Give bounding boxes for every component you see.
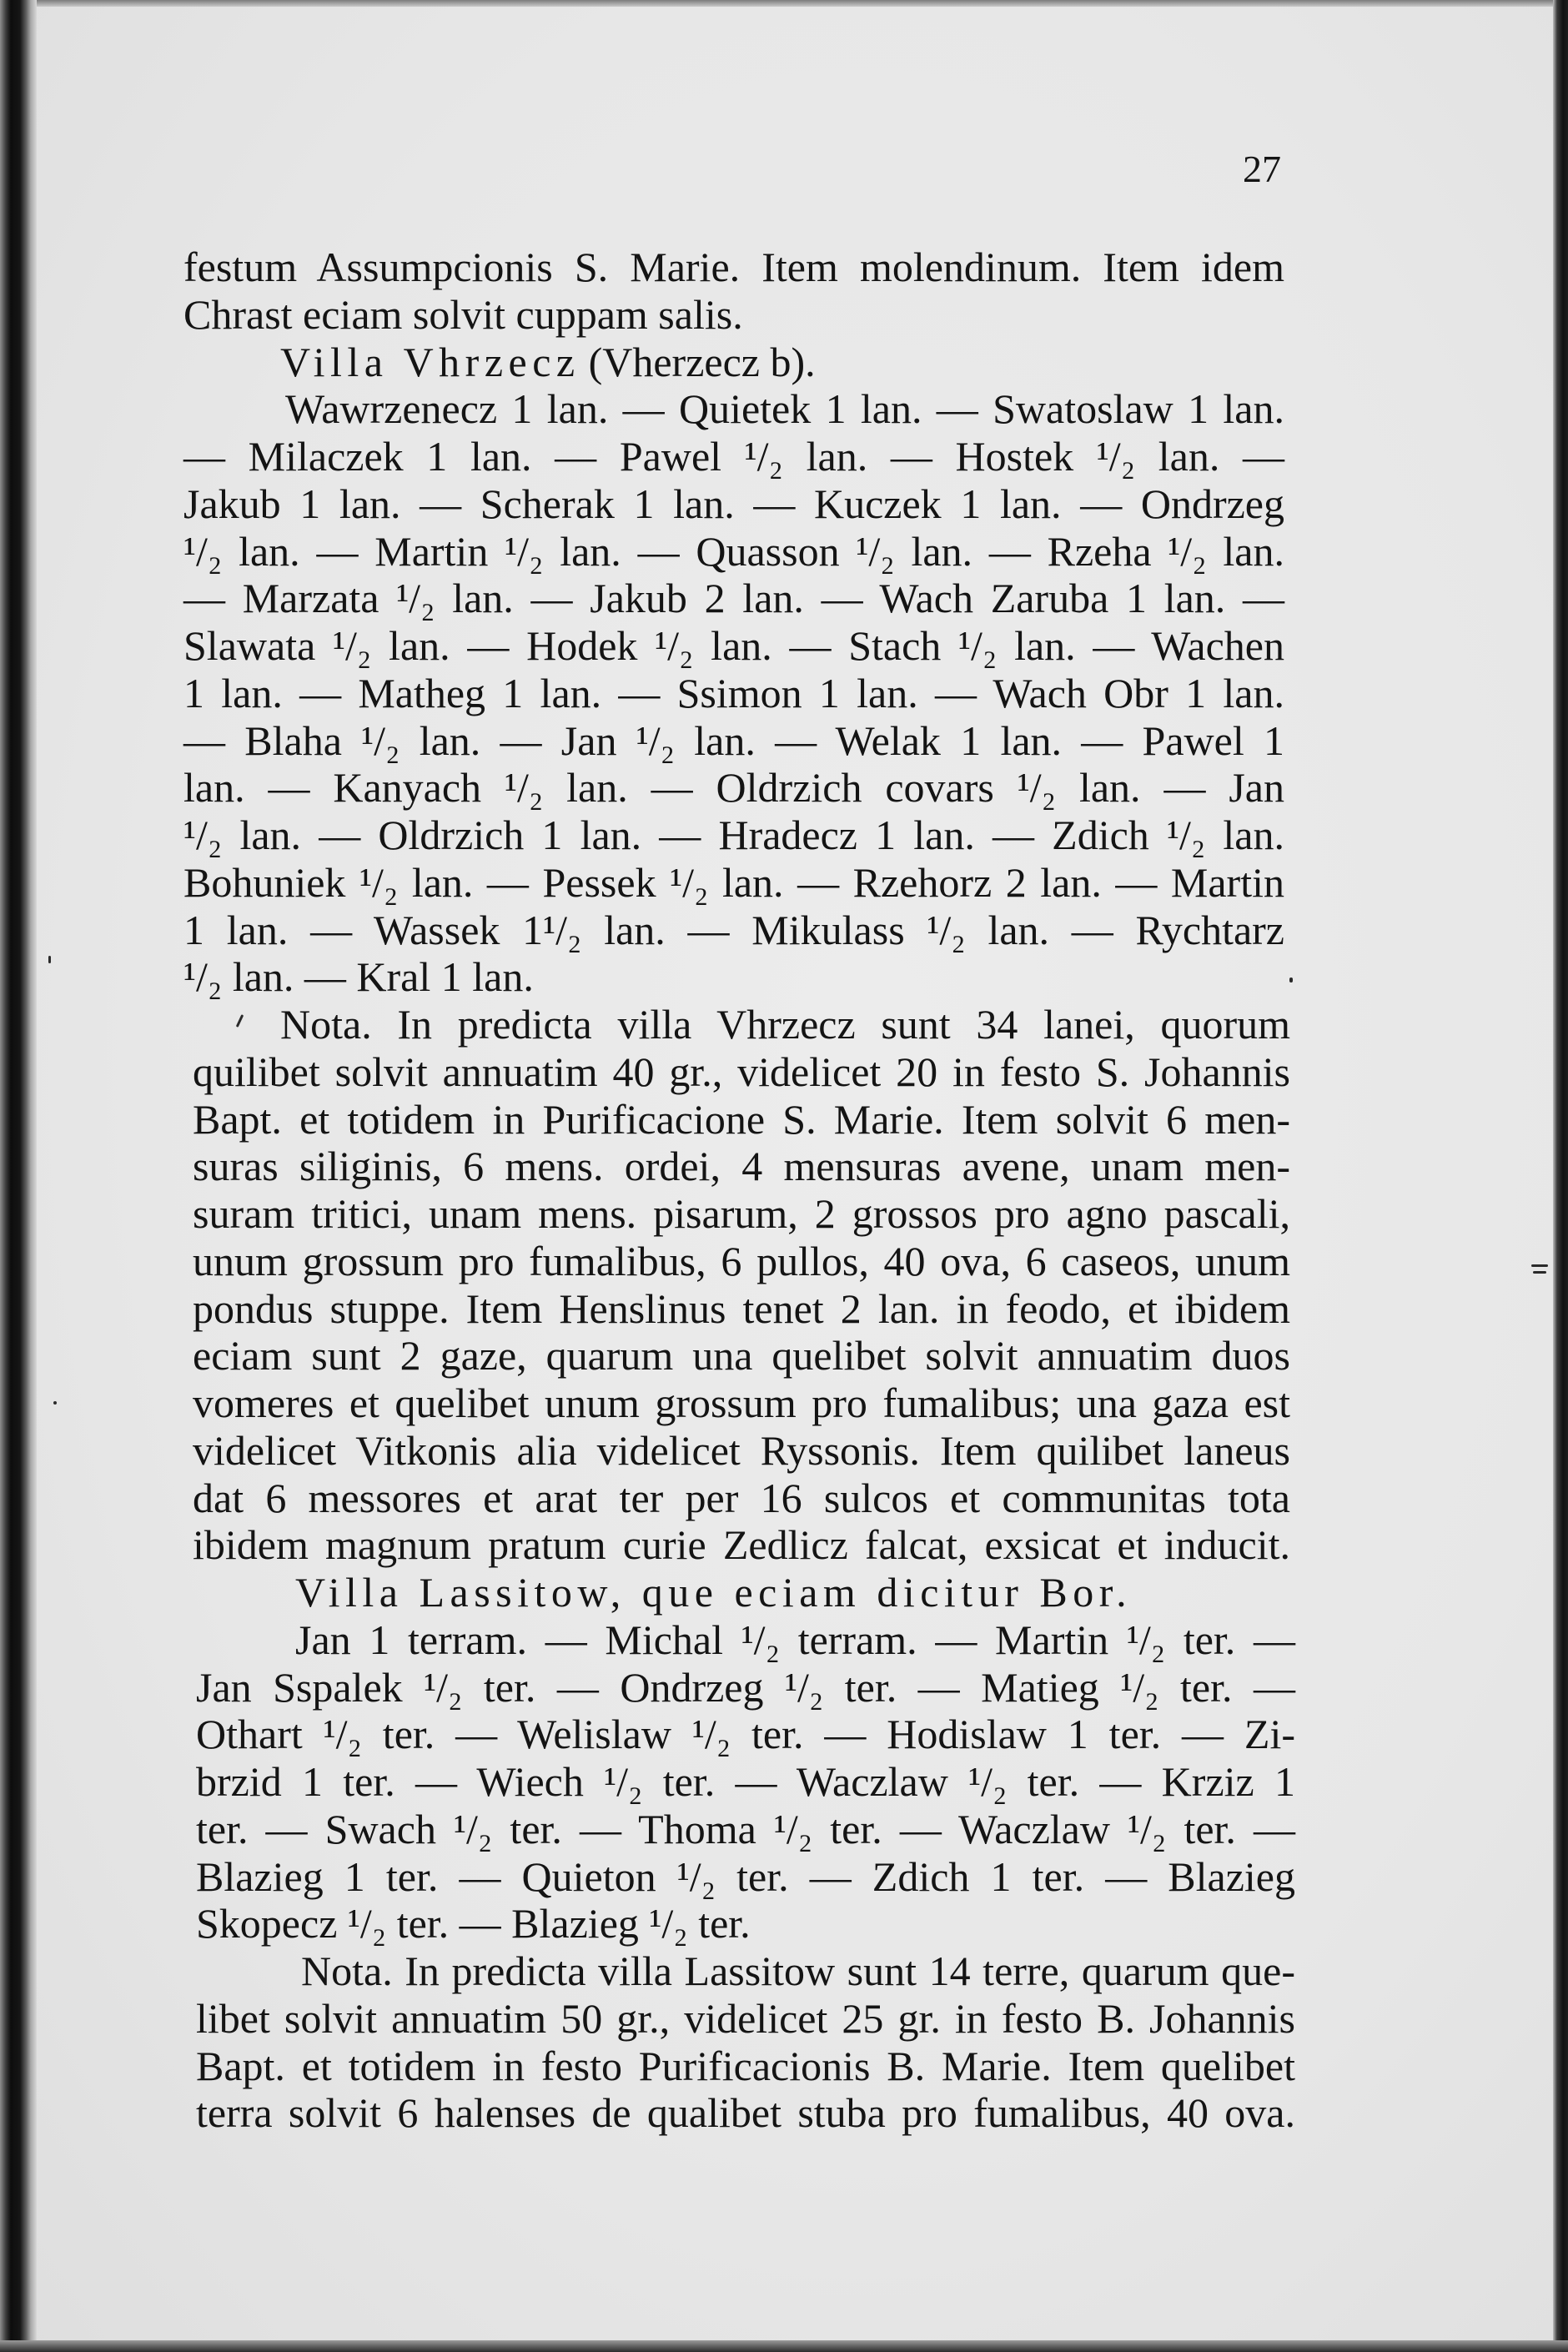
text-line: Othart ¹/₂ ter. — Welislaw ¹/₂ ter. — Hodislaw 1 ter. — Zi- <box>196 1711 1295 1758</box>
text-line: unum grossum pro fumalibus, 6 pullos, 40 ova, 6 caseos, unum <box>193 1237 1290 1284</box>
text-line: quilibet solvit annuatim 40 gr., videlicet 20 in festo S. Johannis <box>193 1048 1290 1095</box>
text-line: — Milaczek 1 lan. — Pawel ¹/₂ lan. — Hostek ¹/₂ lan. — <box>183 433 1284 480</box>
intro-paragraph <box>183 244 1284 339</box>
ink-speck <box>48 956 51 963</box>
text-line: — Marzata ¹/₂ lan. — Jakub 2 lan. — Wach Zaruba 1 lan. — <box>183 575 1284 622</box>
section-heading <box>183 339 1284 386</box>
tenant-list-vhrzecz <box>183 385 1284 1001</box>
text-line: dat 6 messores et arat ter per 16 sulcos et communitas tota <box>193 1474 1290 1521</box>
nota-paragraph-lassitow <box>196 1947 1295 2137</box>
text-line: ter. — Swach ¹/₂ ter. — Thoma ¹/₂ ter. — Waczlaw ¹/₂ ter. — <box>196 1805 1295 1852</box>
ink-speck <box>1533 1271 1546 1274</box>
text-line: Jan Sspalek ¹/₂ ter. — Ondrzeg ¹/₂ ter. — Matieg ¹/₂ ter. — <box>196 1663 1295 1711</box>
text-line: pondus stuppe. Item Henslinus tenet 2 lan. in feodo, et ibidem <box>193 1284 1290 1332</box>
text-line: Jan 1 terram. — Michal ¹/₂ terram. — Martin ¹/₂ ter. — <box>295 1616 1295 1663</box>
text-line: ¹/₂ lan. — Kral 1 lan. <box>183 953 534 1001</box>
text-line: eciam sunt 2 gaze, quarum una quelibet solvit annuatim duos <box>193 1332 1290 1380</box>
text-line: Bapt. et totidem in Purificacione S. Marie. Item solvit 6 men- <box>193 1095 1290 1143</box>
text-line: lan. — Kanyach ¹/₂ lan. — Oldrzich covars ¹/₂ lan. — Jan <box>183 764 1284 812</box>
page-right-edge <box>1553 0 1568 2352</box>
text-line: ¹/₂ lan. — Oldrzich 1 lan. — Hradecz 1 lan. — Zdich ¹/₂ lan. <box>183 812 1284 858</box>
text-line: Nota. In predicta villa Lassitow sunt 14 terre, quarum que- <box>301 1947 1295 1994</box>
nota-paragraph-vhrzecz <box>193 1001 1290 1569</box>
text-line: Slawata ¹/₂ lan. — Hodek ¹/₂ lan. — Stach ¹/₂ lan. — Wachen <box>183 622 1284 669</box>
text-line: Blazieg 1 ter. — Quieton ¹/₂ ter. — Zdich 1 ter. — Blazieg <box>196 1852 1295 1900</box>
text-line: brzid 1 ter. — Wiech ¹/₂ ter. — Waczlaw ¹/₂ ter. — Krziz 1 <box>196 1758 1295 1805</box>
text-line: ibidem magnum pratum curie Zedlicz falcat, exsicat et inducit. <box>193 1521 1290 1569</box>
text-line: ¹/₂ lan. — Martin ¹/₂ lan. — Quasson ¹/₂ lan. — Rzeha ¹/₂ lan. <box>183 527 1284 575</box>
text-line: terra solvit 6 halenses de qualibet stuba pro fumalibus, 40 ova. <box>196 2089 1295 2137</box>
text-line: videlicet Vitkonis alia videlicet Ryssonis. Item quilibet laneus <box>193 1426 1290 1474</box>
text-line: libet solvit annuatim 50 gr., videlicet 25 gr. in festo B. Johannis <box>196 1994 1295 2042</box>
heading-title: Villa Vhrzecz <box>280 338 580 385</box>
heading-variant: (Vherzecz b). <box>588 338 816 385</box>
text-line: Nota. In predicta villa Vhrzecz sunt 34 lanei, quorum <box>280 1001 1290 1048</box>
section-heading-vhrzecz <box>183 339 1284 386</box>
page-top-edge <box>0 0 1568 7</box>
page-bottom-edge <box>0 2340 1568 2352</box>
ink-speck <box>1289 977 1293 983</box>
text-line: — Blaha ¹/₂ lan. — Jan ¹/₂ lan. — Welak 1 lan. — Pawel 1 <box>183 716 1284 764</box>
text-line: festum Assumpcionis S. Marie. Item molendinum. Item idem <box>183 244 1284 290</box>
ink-speck <box>53 1401 57 1405</box>
text-line: Bapt. et totidem in festo Purificacionis B. Marie. Item quelibet <box>196 2042 1295 2089</box>
text-line: Jakub 1 lan. — Scherak 1 lan. — Kuczek 1 lan. — Ondrzeg <box>183 480 1284 527</box>
text-line: 1 lan. — Matheg 1 lan. — Ssimon 1 lan. — Wach Obr 1 lan. <box>183 669 1284 716</box>
text-line: vomeres et quelibet unum grossum pro fumalibus; una gaza est <box>193 1380 1290 1426</box>
text-line: Wawrzenecz 1 lan. — Quietek 1 lan. — Swatoslaw 1 lan. <box>285 385 1284 433</box>
text-line: Bohuniek ¹/₂ lan. — Pessek ¹/₂ lan. — Rzehorz 2 lan. — Martin <box>183 858 1284 906</box>
text-line: suras siliginis, 6 mens. ordei, 4 mensuras avene, unam men- <box>193 1143 1290 1190</box>
tenant-list-lassitow <box>196 1616 1295 1947</box>
page-number: 27 <box>1243 148 1281 190</box>
section-heading-lassitow <box>196 1569 1295 1616</box>
text-line: Chrast eciam solvit cuppam salis. <box>183 290 743 338</box>
text-line: suram tritici, unam mens. pisarum, 2 grossos pro agno pascali, <box>193 1190 1290 1237</box>
text-line: Skopecz ¹/₂ ter. — Blazieg ¹/₂ ter. <box>196 1900 751 1947</box>
text-line: 1 lan. — Wassek 1¹/₂ lan. — Mikulass ¹/₂ lan. — Rychtarz <box>183 906 1284 953</box>
ink-speck <box>1531 1264 1548 1267</box>
section-heading: Villa Lassitow, que eciam dicitur Bor. <box>295 1569 1133 1616</box>
binding-edge <box>0 0 37 2352</box>
